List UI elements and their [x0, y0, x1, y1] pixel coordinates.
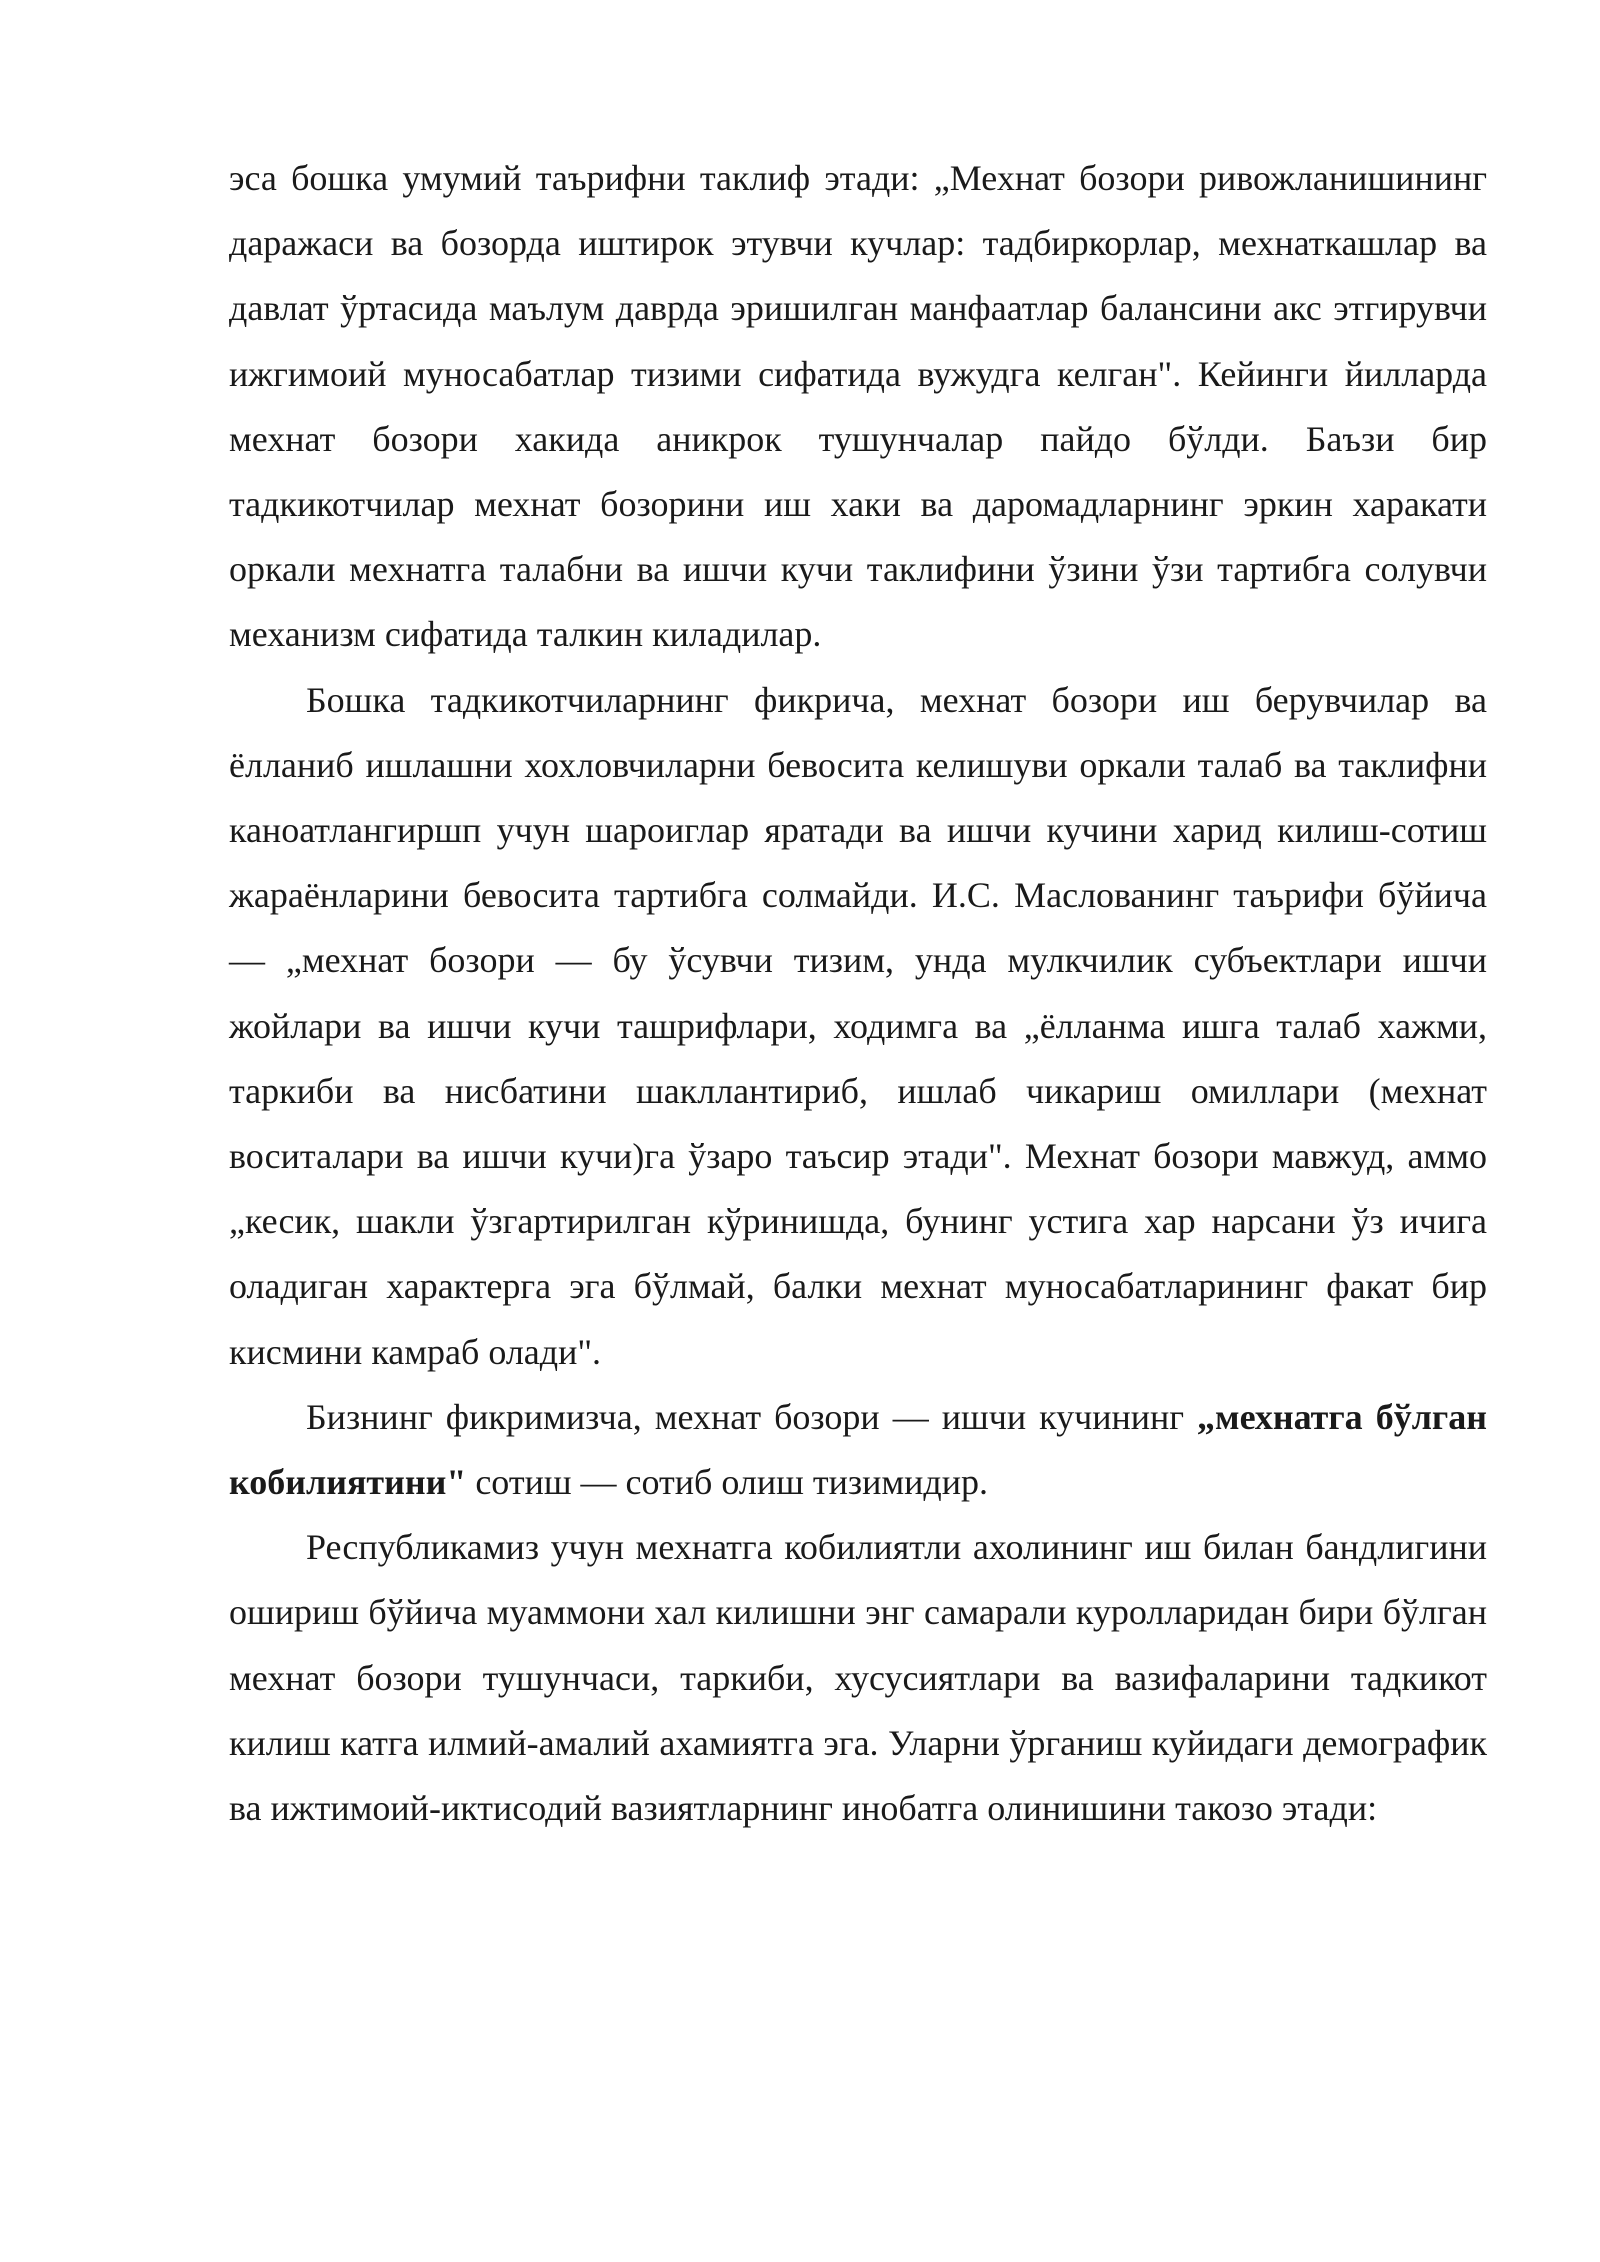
paragraph-2: Бошка тадкикотчиларнинг фикрича, мехнат бозори иш берувчилар ва ёлланиб ишлашни хохловчиларни бевосита келишуви оркали талаб ва таклифни каноатлангиршп учун шароиглар яратади ва ишчи кучини харид килиш-сотиш жараёнларини бевосита тартибга солмайди. И.С. Маслованинг таърифи бўйича — „мехнат бозори — бу ўсувчи тизим, унда мулкчилик субъектлари ишчи жойлари ва ишчи кучи ташрифлари, ходимга ва „ёлланма ишга талаб хажми, таркиби ва нисбатини шакллантириб, ишлаб чикариш омиллари (мехнат воситалари ва ишчи кучи)га ўзаро таъсир этади". Мехнат бозори мавжуд, аммо „кесик, шакли ўзгартирилган кўринишда, бунинг устига хар нарсани ўз ичига оладиган характерга эга бўлмай, балки мехнат муносабатларининг факат бир кисмини камраб олади".	[229, 679, 1487, 1372]
paragraph-1: эса бошка умумий таърифни таклиф этади: „Мехнат бозори ривожланишининг даражаси ва бозорда иштирок этувчи кучлар: тадбиркорлар, мехнаткашлар ва давлат ўртасида маълум даврда эришилган манфаатлар балансини акс этгирувчи ижгимоий муносабатлар тизими сифатида вужудга келган". Кейинги йилларда мехнат бозори хакида аникрок тушунчалар пайдо бўлди. Баъзи бир тадкикотчилар мехнат бозорини иш хаки ва даромадларнинг эркин харакати оркали мехнатга талабни ва ишчи кучи таклифини ўзини ўзи тартибга солувчи механизм сифатида талкин киладилар.	[229, 158, 1487, 655]
paragraph-3-tail-text: сотиш — сотиб олиш тизимидир.	[466, 1462, 988, 1503]
paragraph-3	[229, 1385, 1487, 1515]
document-body	[229, 146, 1487, 1841]
paragraph-3-bold-phrase: „мехнатга бўлган кобилиятини"	[229, 1396, 1487, 1503]
paragraph-3-lead-text: Бизнинг фикримизча, мехнат бозори — ишчи кучининг	[306, 1396, 1198, 1437]
paragraph-4: Республикамиз учун мехнатга кобилиятли ахолининг иш билан бандлигини ошириш бўйича муаммони хал килишни энг самарали куролларидан бири бўлган мехнат бозори тушунчаси, таркиби, хусусиятлари ва вазифаларини тадкикот килиш катга илмий-амалий ахамиятга эга. Уларни ўрганиш куйидаги демографик ва ижтимоий-иктисодий вазиятларнинг инобатга олинишини такозо этади:	[229, 1527, 1487, 1829]
